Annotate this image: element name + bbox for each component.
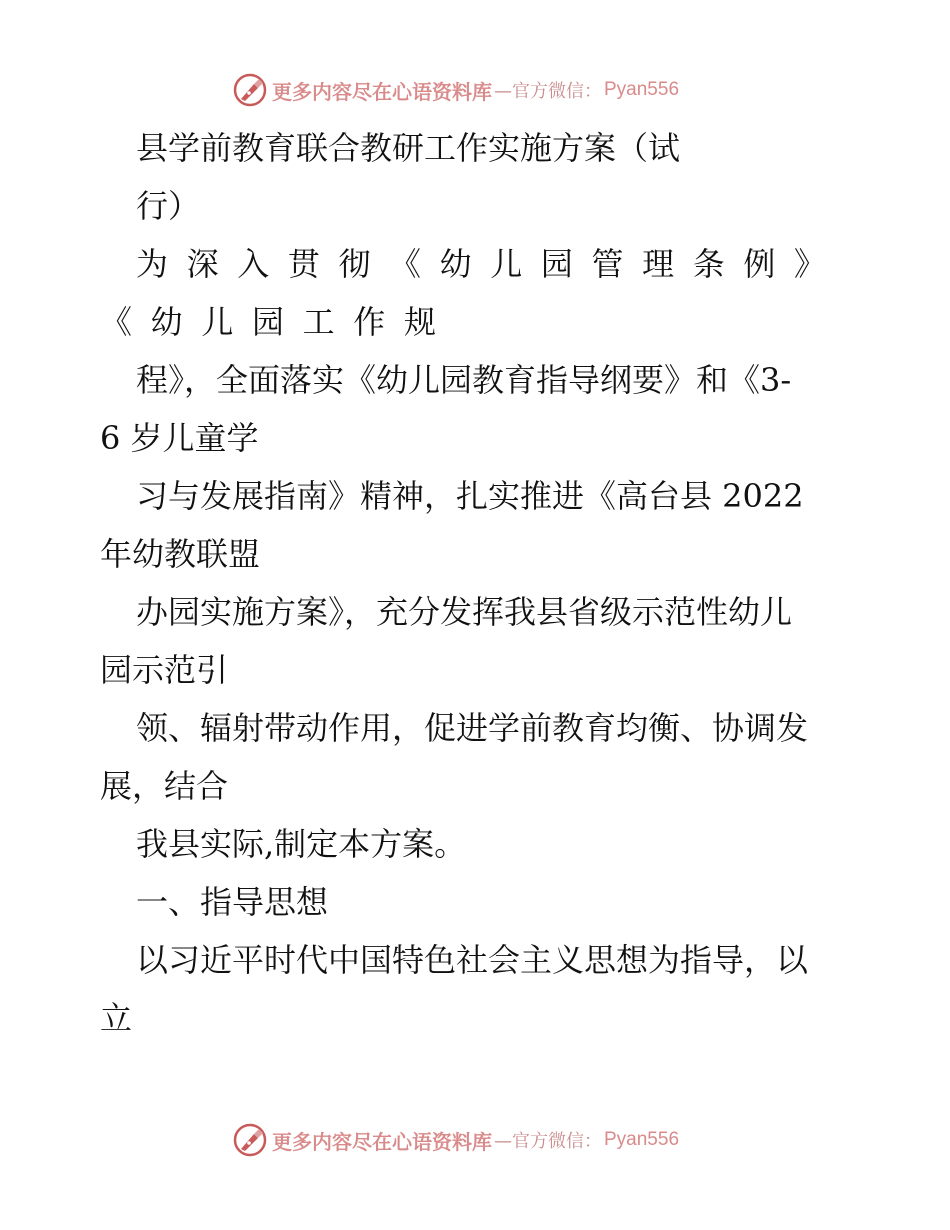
spaced-text: 作: [353, 303, 386, 341]
spaced-text: 条: [692, 245, 725, 283]
spaced-text: 入: [237, 245, 270, 283]
paragraph-line: [136, 244, 826, 284]
spaced-text: 理: [642, 245, 675, 283]
spaced-text: 例: [743, 245, 776, 283]
paragraph-line: 办园实施方案》，充分发挥我县省级示范性幼儿: [136, 593, 793, 631]
spaced-text: 为: [136, 245, 169, 283]
paragraph-line: 习与发展指南》精神，扎实推进《高台县 2022: [136, 477, 804, 515]
section-heading: 一、指导思想: [136, 883, 329, 921]
paragraph-line: 以习近平时代中国特色社会主义思想为指导，以: [136, 941, 809, 979]
spaced-text: 园: [540, 245, 573, 283]
paragraph-line: 领、辐射带动作用，促进学前教育均衡、协调发: [136, 709, 809, 747]
spaced-text: 幼: [439, 245, 472, 283]
document-title-line-2: 行）: [136, 187, 201, 225]
document-title-line-1: 县学前教育联合教研工作实施方案（试: [136, 129, 681, 167]
watermark-text: 更多内容尽在心语资料库: [272, 79, 492, 104]
pen-nib-logo-icon: [232, 72, 268, 108]
watermark-text: 更多内容尽在心语资料库: [272, 1129, 492, 1154]
spaced-text: 《: [389, 245, 422, 283]
paragraph-line: 年幼教联盟: [100, 535, 261, 573]
spaced-text: 工: [302, 303, 335, 341]
spaced-text: 》: [793, 245, 826, 283]
paragraph-line: 展，结合: [100, 767, 229, 805]
paragraph-line: [100, 302, 436, 342]
watermark-wechat-id: Pyan556: [604, 1129, 680, 1150]
spaced-text: 深: [186, 245, 219, 283]
watermark-wechat-id: Pyan556: [604, 79, 680, 100]
paragraph-line: 程》，全面落实《幼儿园教育指导纲要》和《3-: [136, 361, 792, 399]
spaced-text: 儿: [490, 245, 523, 283]
header-watermark: [232, 72, 679, 108]
spaced-text: 园: [251, 303, 284, 341]
spaced-text: 彻: [338, 245, 371, 283]
spaced-text: 贯: [287, 245, 320, 283]
spaced-text: 规: [403, 303, 436, 341]
watermark-separator: —官方微信：: [494, 1131, 602, 1152]
spaced-text: 儿: [201, 303, 234, 341]
watermark-separator: —官方微信：: [494, 81, 602, 102]
spaced-text: 幼: [150, 303, 183, 341]
paragraph-line: 我县实际,制定本方案。: [136, 825, 467, 863]
paragraph-line: 立: [100, 999, 133, 1037]
pen-nib-logo-icon: [232, 1122, 268, 1158]
paragraph-line: 园示范引: [100, 651, 229, 689]
paragraph-line: 6 岁儿童学: [100, 419, 259, 457]
spaced-text: 管: [591, 245, 624, 283]
footer-watermark: [232, 1122, 679, 1158]
spaced-text: 《: [100, 303, 133, 341]
